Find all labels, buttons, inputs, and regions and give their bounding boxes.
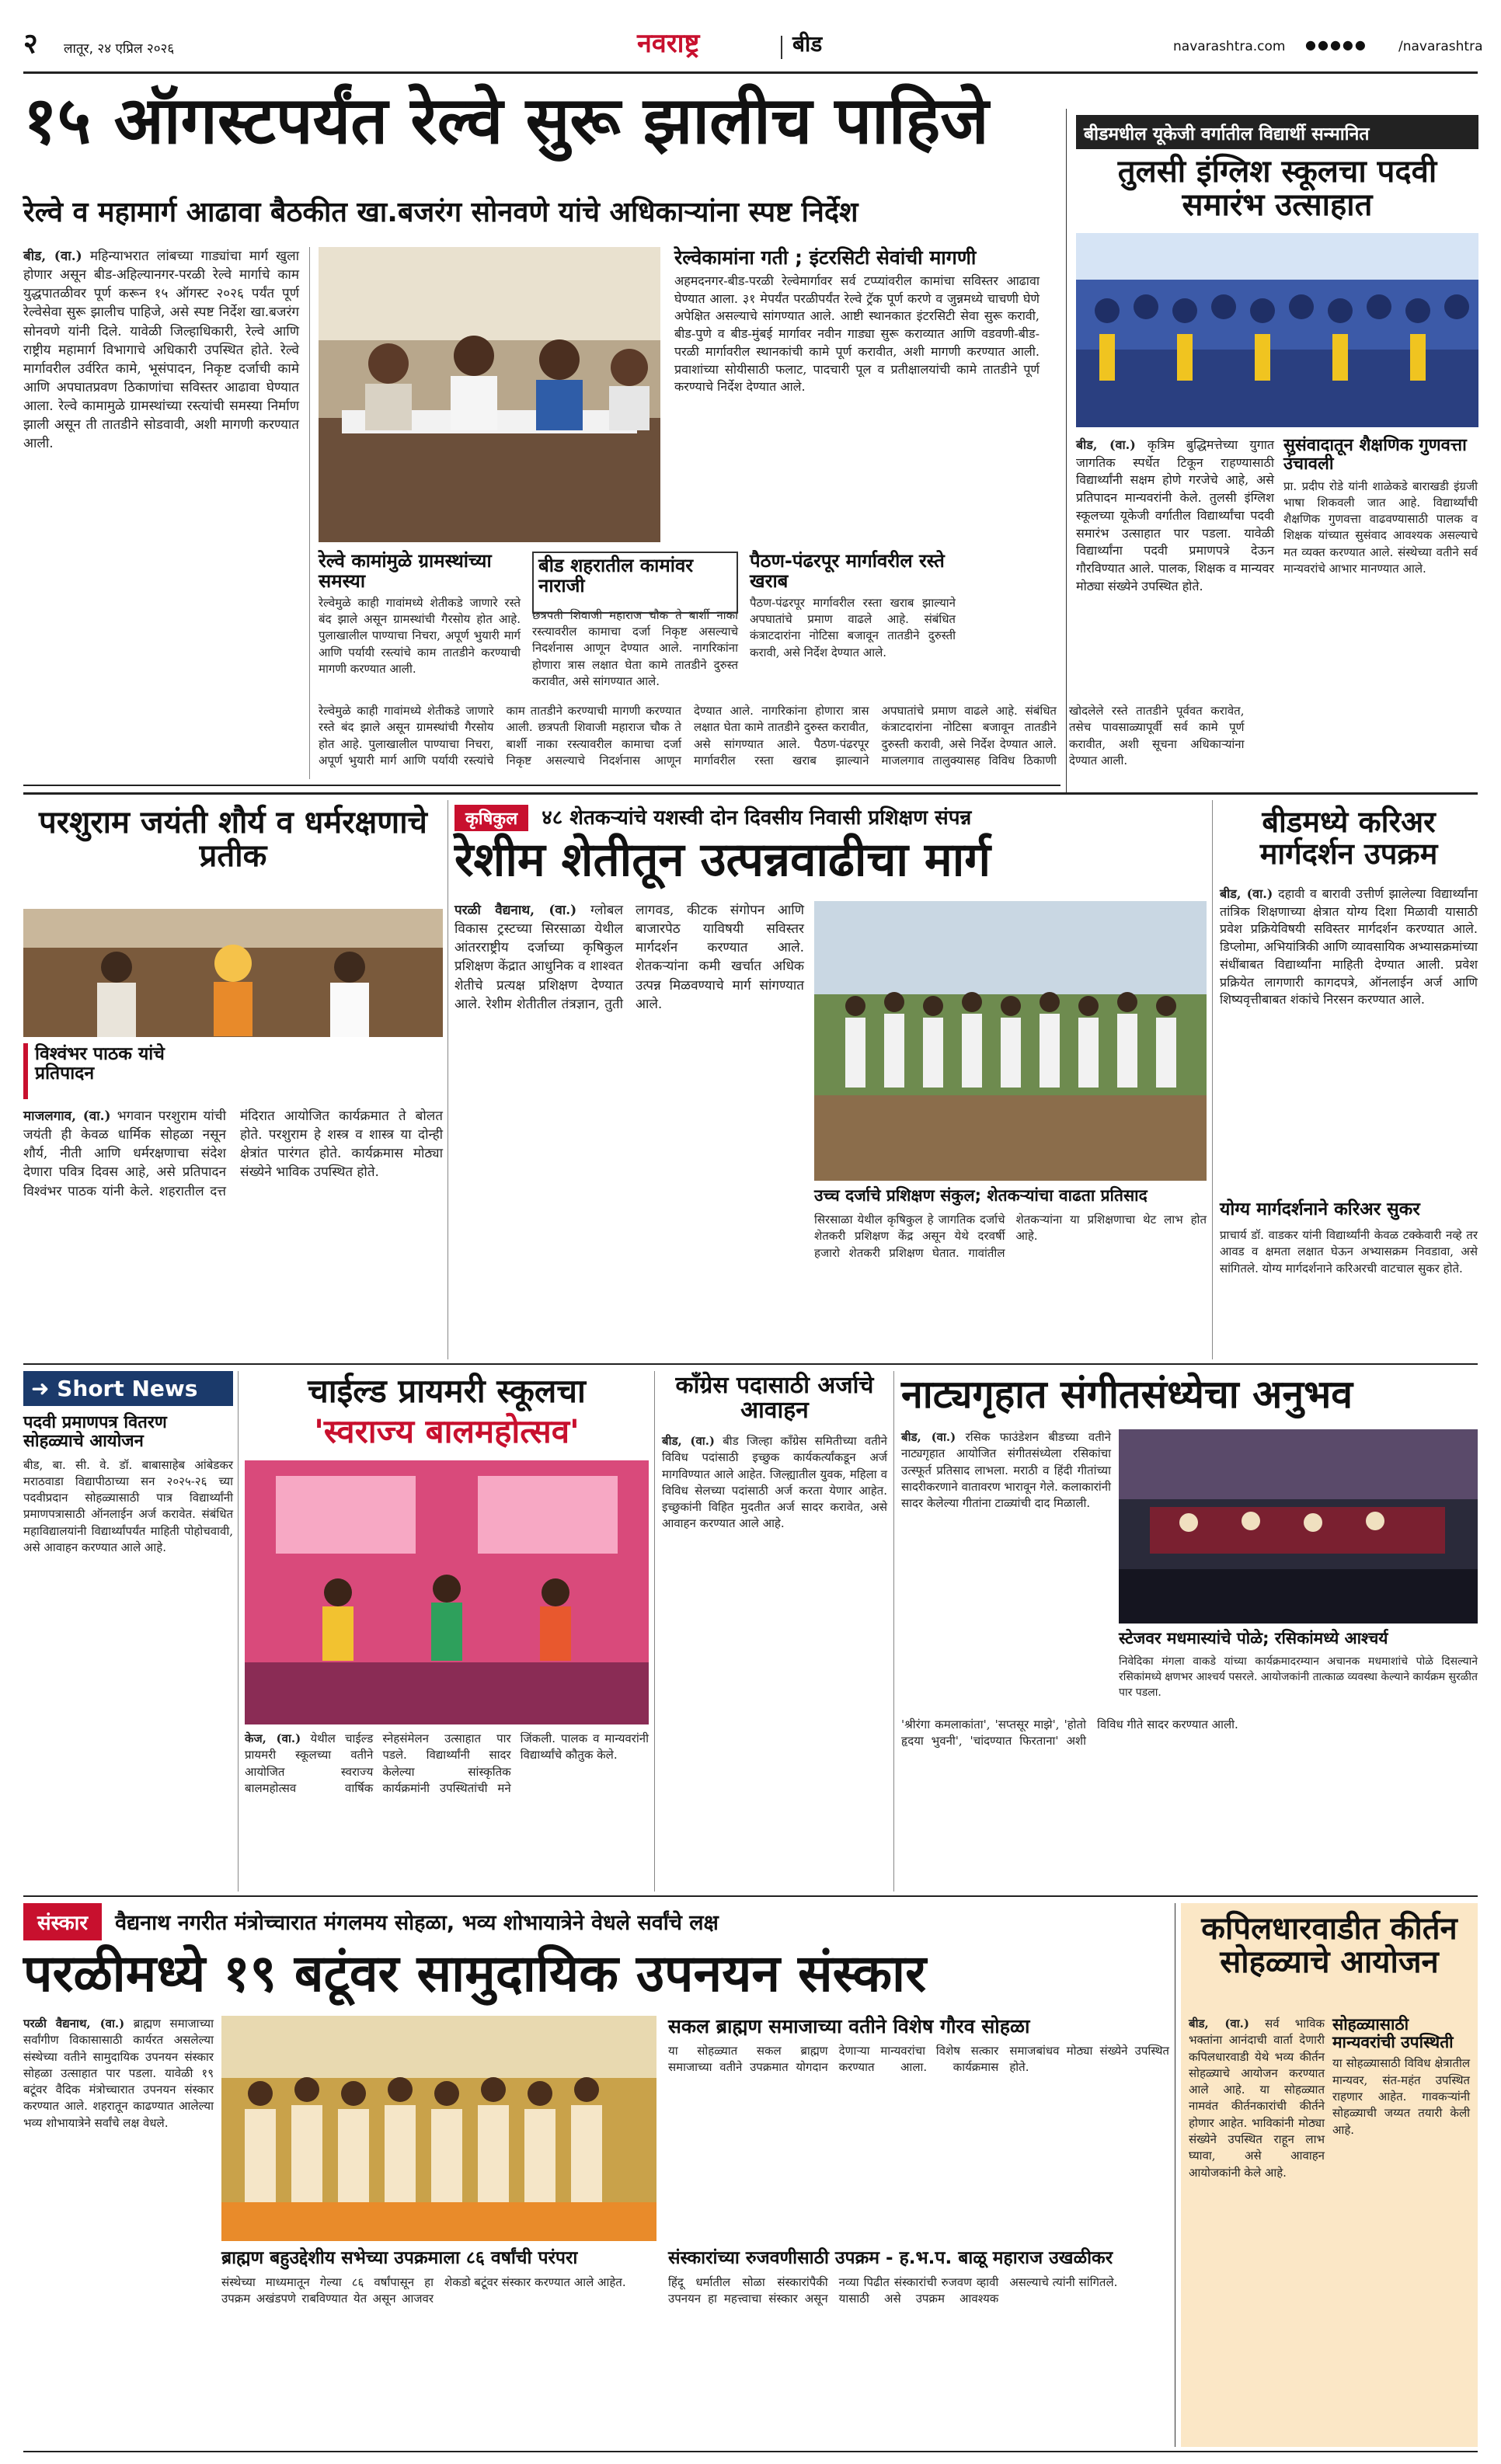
lead-headline: १५ ऑगस्टपर्यंत रेल्वे सुरू झालीच पाहिजे bbox=[23, 82, 989, 158]
tulsi-kicker: बीडमधील यूकेजी वर्गातील विद्यार्थी सन्मानित bbox=[1076, 115, 1478, 149]
kirtan-body: बीड, (वा.) सर्व भाविक भक्तांना आनंदाची वार्ता देणारी कपिलधारवाडी येथे भव्य कीर्तन सोहळ्याचे आयोजन करण्यात आले आहे. या सोहळ्यात नामवंत कीर्तनकारांची कीर्तने होणार आहेत. भाविकांनी मोठ्या संख्येने उपस्थित राहून लाभ घ्यावा, असे आवाहन आयोजकांनी केले आहे. bbox=[1189, 2017, 1325, 2180]
lead-sub2-body: छत्रपती शिवाजी महाराज चौक ते बार्शी नाका रस्त्यावरील कामाचा दर्जा निकृष्ट असल्याचे निदर्शनास आणून देण्यात आले. नागरिकांना होणारा त्रास लक्षात घेता कामे तातडीने दुरुस्त करावीत, असे सांगण्यात आले. bbox=[532, 607, 738, 688]
col-divider bbox=[654, 1371, 655, 1892]
shortnews-panel bbox=[23, 1371, 233, 1892]
col-divider bbox=[1212, 800, 1213, 1359]
career-sub-body: प्राचार्य डॉ. वाडकर यांनी विद्यार्थ्यांनी केवळ टक्केवारी नव्हे तर आवड व क्षमता लक्षात घेऊन अभ्यासक्रम निवडावा, असे सांगितले. योग्य मार्गदर्शनाने करिअरची वाटचाल सुकर होते. bbox=[1220, 1228, 1478, 1276]
kirtan-sub: सोहळ्यासाठी मान्यवरांची उपस्थिती bbox=[1332, 2015, 1454, 2052]
sanskar-sub2-body: संस्थेच्या माध्यमातून गेल्या ८६ वर्षांपासून हा उपक्रम अखंडपणे राबविण्यात येत असून आजवर शेकडो बटूंवर संस्कार करण्यात आले आहेत. bbox=[221, 2274, 626, 2306]
sanskar-sub3: संस्कारांच्या रुजवणीसाठी उपक्रम - ह.भ.प. बाळू महाराज उखळीकर bbox=[668, 2248, 1113, 2268]
career-headline: बीडमध्ये करिअर मार्गदर्शन उपक्रम bbox=[1259, 805, 1438, 872]
childprimary-body: केज, (वा.) येथील चाईल्ड प्रायमरी स्कूलच्या वतीने आयोजित स्वराज्य बालमहोत्सव वार्षिक स्नेहसंमेलन उत्साहात पार पडले. विद्यार्थ्यांनी सादर केलेल्या सांस्कृतिक कार्यक्रमांनी उपस्थितांची मने जिंकली. पालक व मान्यवरांनी विद्यार्थ्यांचे कौतुक केले. bbox=[245, 1731, 649, 1795]
lead-sub3: पैठण-पंढरपूर मार्गावरील रस्ते खराब bbox=[750, 550, 945, 592]
lead-col-2 bbox=[532, 552, 738, 699]
lead-dateline: बीड, (वा.) bbox=[23, 249, 82, 264]
lead-sub1: रेल्वे कामांमुळे ग्रामस्थांच्या समस्या bbox=[319, 550, 492, 592]
social-icons bbox=[1305, 37, 1367, 52]
natya-photo-caption: स्टेजवर मधमास्यांचे पोळे; रसिकांमध्ये आश्चर्य bbox=[1119, 1629, 1388, 1648]
social-handle: /navarashtra bbox=[1398, 39, 1483, 54]
col-divider bbox=[309, 247, 310, 779]
lead-sub2: बीड शहरातील कामांवर नाराजी bbox=[538, 555, 694, 597]
career-body: बीड, (वा.) दहावी व बारावी उत्तीर्ण झालेल्या विद्यार्थ्यांना तांत्रिक शिक्षणाच्या क्षेत्रात योग्य दिशा मिळावी यासाठी प्रवेश प्रक्रियेविषयी सविस्तर मार्गदर्शन करण्यात आले. डिप्लोमा, अभियांत्रिकी आणि व्यावसायिक अभ्यासक्रमांच्या संधींबाबत विद्यार्थ्यांना माहिती देण्यात आली. प्रवेश प्रक्रियेत लागणारी कागदपत्रे, ऑनलाईन अर्ज आणि शिष्यवृत्तीबाबत शंकांचे निरसन करण्यात आले. bbox=[1220, 886, 1478, 1008]
divider bbox=[781, 36, 782, 59]
natya-photo bbox=[1119, 1429, 1478, 1624]
footer-rule bbox=[23, 2451, 1478, 2452]
reshim-body: परळी वैद्यनाथ, (वा.) ग्लोबल विकास ट्रस्टच्या सिरसाळा येथील आंतरराष्ट्रीय दर्जाच्या कृषिकुल प्रशिक्षण केंद्रात आधुनिक व शाश्वत शेतीचे प्रत्यक्ष प्रशिक्षण देण्यात आले. रेशीम शेतीतील तंत्रज्ञान, तुती लागवड, कीटक संगोपन आणि बाजारपेठ याविषयी सविस्तर मार्गदर्शन करण्यात आले. शेतकऱ्यांना कमी खर्चात अधिक उत्पन्न मिळवण्याचे मार्ग सांगण्यात आले. bbox=[454, 903, 804, 1012]
edition-name: बीड bbox=[792, 31, 823, 57]
sanskar-headline: परळीमध्ये १९ बटूंवर सामुदायिक उपनयन संस्कार bbox=[23, 1944, 927, 2003]
masthead-rule bbox=[23, 71, 1478, 74]
sanskar-photo bbox=[221, 2016, 656, 2241]
parshuram-body: माजलगाव, (वा.) भगवान परशुराम यांची जयंती ही केवळ धार्मिक सोहळा नसून शौर्य, नीती आणि धर्मरक्षणाचा संदेश देणारा पवित्र दिवस आहे, असे प्रतिपादन विश्वंभर पाठक यांनी केले. शहरातील दत्त मंदिरात आयोजित कार्यक्रमात ते बोलत होते. परशुराम हे शस्त्र व शास्त्र या दोन्ही क्षेत्रांत पारंगत होते. कार्यक्रमास मोठ्या संख्येने भाविक उपस्थित होते. bbox=[23, 1108, 443, 1199]
gati-title: रेल्वेकामांना गती ; इंटरसिटी सेवांची मागणी bbox=[674, 246, 977, 269]
kirtan-sub-section bbox=[1332, 2016, 1470, 2439]
shortnews-header: ➜ Short News bbox=[23, 1371, 233, 1406]
lead-subhead: रेल्वे व महामार्ग आढावा बैठकीत खा.बजरंग सोनवणे यांचे अधिकाऱ्यांना स्पष्ट निर्देश bbox=[23, 197, 858, 228]
reshim-kicker: कृषिकुल ४८ शेतकऱ्यांचे यशस्वी दोन दिवसीय निवासी प्रशिक्षण संपन्न bbox=[454, 802, 1204, 831]
facebook-icon[interactable]: ● bbox=[1305, 37, 1318, 52]
career-sub: योग्य मार्गदर्शनाने करिअर सुकर bbox=[1220, 1199, 1420, 1220]
lead-col-1 bbox=[319, 552, 521, 699]
tulsi-sub-section bbox=[1283, 437, 1478, 778]
congress-headline: काँग्रेस पदासाठी अर्जाचे आवाहन bbox=[675, 1372, 874, 1425]
sanskar-kicker-row bbox=[23, 1903, 1169, 1940]
kirtan-headline: कपिलधारवाडीत कीर्तन सोहळ्याचे आयोजन bbox=[1201, 1911, 1457, 1981]
sanskar-sub3-section bbox=[668, 2249, 1169, 2443]
lead-bottom-body: रेल्वेमुळे काही गावांमध्ये शेतीकडे जाणारे रस्ते बंद झाले असून ग्रामस्थांची गैरसोय होत आहे. पुलाखालील पाण्याचा निचरा, अपूर्ण भुयारी मार्ग आणि पर्यायी रस्त्यांचे काम तातडीने करण्याची मागणी करण्यात आली. छत्रपती शिवाजी महाराज चौक ते बार्शी नाका रस्त्यावरील कामाचा दर्जा निकृष्ट असल्याचे निदर्शनास आणून देण्यात आले. नागरिकांना होणारा त्रास लक्षात घेता कामे तातडीने दुरुस्त करावीत, असे सांगण्यात आले. पैठण-पंढरपूर मार्गावरील रस्ता खराब झाल्याने अपघातांचे प्रमाण वाढले आहे. संबंधित कंत्राटदारांना नोटिसा बजावून तातडीने दुरुस्ती करावी, असे निर्देश देण्यात आले. माजलगाव तालुक्यासह विविध ठिकाणी खोदलेले रस्ते तातडीने पूर्ववत करावेत, तसेच पावसाळ्यापूर्वी सर्व कामे पूर्ण करावीत, अशी सूचना अधिकाऱ्यांना देण्यात आली. bbox=[319, 704, 1245, 767]
instagram-icon[interactable]: ● bbox=[1329, 37, 1343, 52]
shortnews-body: बीड, बा. सी. वे. डॉ. बाबासाहेब आंबेडकर मराठवाडा विद्यापीठाच्या सन २०२५-२६ च्या पदवीप्रदान सोहळ्यासाठी पात्र विद्यार्थ्यांनी प्रमाणपत्रासाठी ऑनलाईन अर्ज करावेत. संबंधित महाविद्यालयांनी विद्यार्थ्यांपर्यंत माहिती पोहोचवावी, असे आवाहन करण्यात आले आहे. bbox=[23, 1457, 233, 1554]
reshim-headline: रेशीम शेतीतून उत्पन्नवाढीचा मार्ग bbox=[454, 833, 991, 887]
sanskar-sub1-body: या सोहळ्यात सकल ब्राह्मण समाजाच्या वतीने उपक्रमात योगदान देणाऱ्या मान्यवरांचा विशेष सत्कार करण्यात आला. कार्यक्रमास समाजबांधव मोठ्या संख्येने उपस्थित होते. bbox=[668, 2044, 1169, 2075]
shortnews-arrow-icon: ➜ bbox=[31, 1376, 50, 1401]
col-divider bbox=[238, 1371, 239, 1892]
lower-section-rule bbox=[23, 1895, 1478, 1897]
tulsi-sub: सुसंवादातून शैक्षणिक गुणवत्ता उंचावली bbox=[1283, 436, 1467, 474]
lead-sub3-body: पैठण-पंढरपूर मार्गावरील रस्ता खराब झाल्याने अपघातांचे प्रमाण वाढले आहे. संबंधित कंत्राटदारांना नोटिसा बजावून तातडीने दुरुस्ती करावी, असे निर्देश देण्यात आले. bbox=[750, 595, 956, 660]
page-number: २ bbox=[23, 28, 38, 60]
natya-songs: 'श्रीरंगा कमलाकांता', 'सप्तसूर माझे', 'होतो हृदया भुवनी', 'चांदण्यात फिरताना' अशी विविध गीते सादर करण्यात आली. bbox=[901, 1717, 1238, 1749]
parshuram-headline: परशुराम जयंती शौर्य व धर्मरक्षणाचे प्रतीक bbox=[39, 805, 427, 875]
parshuram-box-title: विश्वंभर पाठक यांचे प्रतिपादन bbox=[35, 1044, 165, 1084]
lead-meeting-photo bbox=[319, 247, 660, 542]
brand-logo: नवराष्ट्र bbox=[637, 28, 700, 59]
sanskar-body: परळी वैद्यनाथ, (वा.) ब्राह्मण समाजाच्या सर्वांगीण विकासासाठी कार्यरत असलेल्या संस्थेच्या वतीने सामुदायिक उपनयन संस्कार सोहळा उत्साहात पार पडला. यावेळी १९ बटूंवर वैदिक मंत्रोच्चारात उपनयन संस्कार करण्यात आले. शहरातून काढण्यात आलेल्या भव्य शोभायात्रेने सर्वांचे लक्ष वेधले. bbox=[23, 2017, 214, 2130]
right-col-divider bbox=[1066, 109, 1067, 792]
gati-section bbox=[674, 247, 1040, 542]
tulsi-sub-body: प्रा. प्रदीप रोडे यांनी शाळेकडे बाराखडी इंग्रजी भाषा शिकवली जात आहे. विद्यार्थ्यांची शैक्षणिक गुणवत्ता वाढवण्यासाठी पालक व शिक्षक यांच्यात सुसंवाद आवश्यक असल्याचे मत व्यक्त करण्यात आले. संस्थेच्या वतीने सर्व मान्यवरांचे आभार मानण्यात आले. bbox=[1283, 479, 1478, 576]
website-link[interactable]: navarashtra.com bbox=[1173, 39, 1286, 54]
sanskar-label: संस्कार bbox=[23, 1903, 102, 1940]
sanskar-sub2: ब्राह्मण बहुउद्देशीय सभेच्या उपक्रमाला ८६ वर्षांची परंपरा bbox=[221, 2248, 578, 2268]
masthead bbox=[23, 28, 1483, 70]
reshim-training-photo bbox=[814, 901, 1207, 1181]
childprimary-headline-2: 'स्वराज्य बालमहोत्सव' bbox=[314, 1412, 580, 1450]
reshim-kicker-label: कृषिकुल bbox=[454, 805, 528, 831]
natya-body: बीड, (वा.) रसिक फाउंडेशन बीडच्या वतीने नाट्यगृहात आयोजित संगीतसंध्येला रसिकांचा उत्स्फूर्त प्रतिसाद लाभला. मराठी व हिंदी गीतांच्या सादरीकरणाने वातावरण भारावून गेले. कलाकारांनी सादर केलेल्या गीतांना टाळ्यांची दाद मिळाली. bbox=[901, 1430, 1111, 1511]
natya-headline: नाट्यगृहात संगीतसंध्येचा अनुभव bbox=[901, 1372, 1353, 1417]
youtube-icon[interactable]: ● bbox=[1342, 37, 1355, 52]
mid-section-rule bbox=[23, 1363, 1478, 1365]
sanskar-kicker: वैद्यनाथ नगरीत मंत्रोच्चारात मंगलमय सोहळा, भव्य शोभायात्रेने वेधले सर्वांचे लक्ष bbox=[115, 1911, 719, 1935]
sanskar-sub1: सकल ब्राह्मण समाजाच्या वतीने विशेष गौरव सोहळा bbox=[668, 2015, 1030, 2038]
linkedin-icon[interactable]: ● bbox=[1354, 37, 1367, 52]
lead-body: बीड, (वा.) महिन्याभरात लांबच्या गाड्यांचा मार्ग खुला होणार असून बीड-अहिल्यानगर-परळी रेल्वे मार्गाचे काम युद्धपातळीवर पूर्ण करून १५ ऑगस्ट २०२६ पर्यंत पूर्ण रेल्वेसेवा सुरू झालीच पाहिजे, असे स्पष्ट निर्देश खा.बजरंग सोनवणे यांनी दिले. यावेळी जिल्हाधिकारी, रेल्वे आणि राष्ट्रीय महामार्ग विभागाचे अधिकारी उपस्थित होते. रेल्वे मार्गावरील उर्वरित कामे, भूसंपादन, निकृष्ट दर्जाची कामे आणि अपघातप्रवण ठिकाणांचा सविस्तर आढावा घेण्यात आला. रेल्वे कामामुळे ग्रामस्थांच्या रस्त्यांची समस्या निर्माण झाली असून ती तातडीने सोडवावी, अशी मागणी करण्यात आली. bbox=[23, 249, 300, 452]
top-section-rule bbox=[23, 792, 1478, 795]
natya-caption-body: निवेदिका मंगला वाकडे यांच्या कार्यक्रमादरम्यान अचानक मधमाशांचे पोळे दिसल्याने रसिकांमध्ये क्षणभर आश्चर्य पसरले. आयोजकांनी तात्काळ व्यवस्था केल्याने कार्यक्रम सुरळीत पार पडला. bbox=[1119, 1655, 1478, 1699]
kirtan-sub-body: या सोहळ्यासाठी विविध क्षेत्रातील मान्यवर, संत-महंत उपस्थित राहणार आहेत. गावकऱ्यांनी सोहळ्याची जय्यत तयारी केली आहे. bbox=[1332, 2056, 1470, 2137]
edition-date: लातूर, २४ एप्रिल २०२६ bbox=[64, 41, 175, 57]
tulsi-headline: तुलसी इंग्लिश स्कूलचा पदवी समारंभ उत्साहात bbox=[1117, 154, 1437, 224]
parshuram-photo bbox=[23, 909, 443, 1037]
gati-body: अहमदनगर-बीड-परळी रेल्वेमार्गावर सर्व टप्प्यांवरील कामांचा सविस्तर आढावा घेण्यात आला. ३१ मेपर्यंत परळीपर्यंत रेल्वे ट्रॅक पूर्ण करणे व जुन्नमध्ये चाचणी घेणे अपेक्षित असल्याचे सांगण्यात आले. आष्टी स्थानकात इंटरसिटी सेवा सुरू करावी, बीड-पुणे व बीड-मुंबई मार्गावर नवीन गाड्या सुरू कराव्यात आणि वडवणी-बीड-परळी मार्गावरील स्थानकांची कामे पूर्ण करावीत, अशी मागणी करण्यात आली. प्रवाशांच्या सोयीसाठी फलाट, पादचारी पूल व प्रतीक्षालयांची कामे तातडीने पूर्ण करण्याचे निर्देश देण्यात आले. bbox=[674, 273, 1040, 395]
lead-col-3 bbox=[750, 552, 956, 699]
childprimary-headline-1: चाईल्ड प्रायमरी स्कूलचा bbox=[308, 1372, 586, 1410]
congress-body: बीड, (वा.) बीड जिल्हा काँग्रेस समितीच्या वतीने विविध पदांसाठी इच्छुक कार्यकर्त्यांकडून अर्ज मागविण्यात आले आहेत. जिल्ह्यातील युवक, महिला व विविध सेलच्या पदांसाठी अर्ज करता येणार आहेत. इच्छुकांनी विहित मुदतीत अर्ज सादर करावेत, असे आवाहन करण्यात आले आहे. bbox=[662, 1434, 887, 1531]
lead-sub1-body: रेल्वेमुळे काही गावांमध्ये शेतीकडे जाणारे रस्ते बंद झाले असून ग्रामस्थांची गैरसोय होत आहे. पुलाखालील पाण्याचा निचरा, अपूर्ण भुयारी मार्ग आणि पर्यायी रस्त्यांचे काम तातडीने करण्याची मागणी करण्यात आली. bbox=[319, 595, 521, 676]
sanskar-sub1-section bbox=[668, 2016, 1169, 2241]
tulsi-graduation-photo bbox=[1076, 233, 1478, 427]
sanskar-sub3-body: हिंदू धर्मातील सोळा संस्कारांपैकी उपनयन हा महत्त्वाचा संस्कार असून नव्या पिढीत संस्कारांची रुजवण व्हावी यासाठी असे उपक्रम आवश्यक असल्याचे त्यांनी सांगितले. bbox=[668, 2274, 1118, 2306]
sanskar-sub2-section bbox=[221, 2249, 656, 2443]
lead-bottom-rule bbox=[23, 785, 1060, 786]
x-icon[interactable]: ● bbox=[1317, 37, 1330, 52]
childprimary-photo bbox=[245, 1460, 649, 1724]
kirtan-panel bbox=[1181, 1903, 1478, 2447]
tulsi-body: बीड, (वा.) कृत्रिम बुद्धिमत्तेच्या युगात जागतिक स्पर्धेत टिकून राहण्यासाठी विद्यार्थ्यांनी सक्षम होणे गरजेचे आहे, असे प्रतिपादन मान्यवरांनी केले. तुलसी इंग्लिश स्कूलच्या यूकेजी वर्गातील विद्यार्थ्यांचा पदवी समारंभ उत्साहात पार पडला. यावेळी विद्यार्थ्यांना पदवी प्रमाणपत्रे देऊन गौरविण्यात आले. पालक, शिक्षक व मान्यवर मोठ्या संख्येने उपस्थित होते. bbox=[1076, 437, 1274, 593]
shortnews-headline: पदवी प्रमाणपत्र वितरण सोहळ्याचे आयोजन bbox=[23, 1413, 167, 1451]
col-divider bbox=[893, 1371, 894, 1892]
reshim-photo-caption: उच्च दर्जाचे प्रशिक्षण संकुल; शेतकऱ्यांचा वाढता प्रतिसाद bbox=[814, 1186, 1148, 1205]
reshim-sub-body: सिरसाळा येथील कृषिकुल हे जागतिक दर्जाचे शेतकरी प्रशिक्षण केंद्र असून येथे दरवर्षी हजारो शेतकरी प्रशिक्षण घेतात. गावांतील शेतकऱ्यांना या प्रशिक्षणाचा थेट लाभ होत आहे. bbox=[814, 1213, 1207, 1260]
